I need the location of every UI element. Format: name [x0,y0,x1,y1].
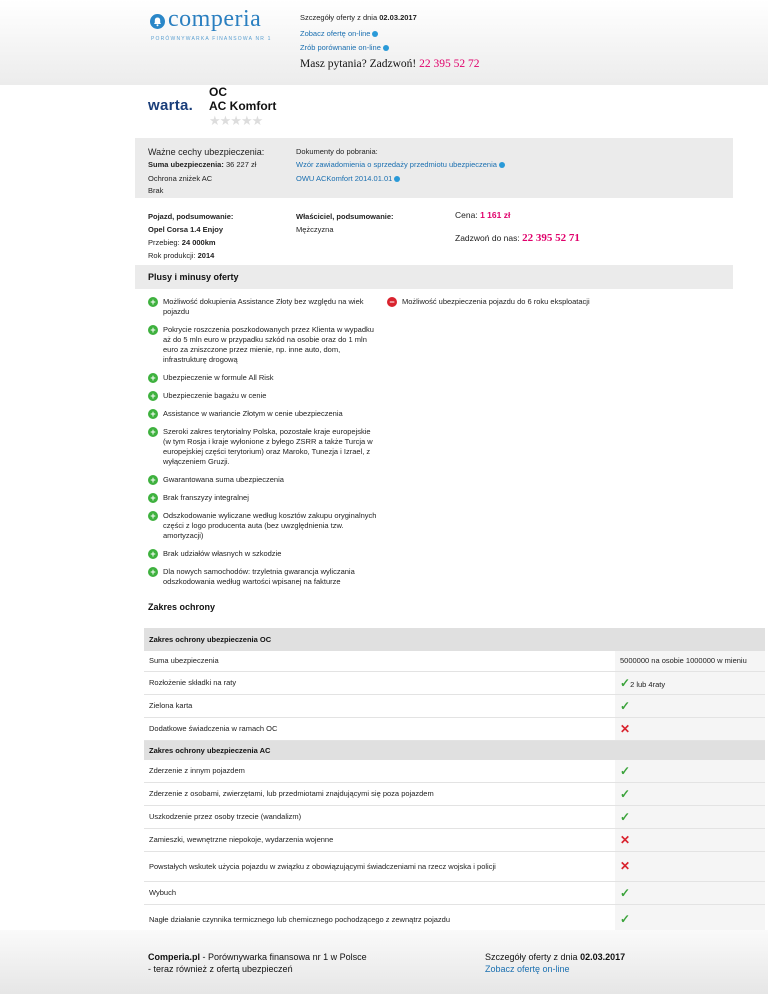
vehicle-mileage [148,238,216,247]
plus-icon: + [148,325,158,335]
year-value: 2014 [197,251,215,260]
call-phone[interactable]: 22 395 52 71 [522,232,580,244]
footer-date-value: 02.03.2017 [580,952,626,962]
sum-value: 36 227 zł [225,160,257,169]
cross-icon: ✕ [620,832,631,847]
pro-text: Gwarantowana suma ubezpieczenia [163,475,284,484]
table-row [144,828,765,851]
row-value-cell [615,851,765,881]
cross-icon: ✕ [620,721,631,736]
vehicle-title: Pojazd, podsumowanie: [148,212,234,221]
pro-item [148,373,378,383]
oc-header-row [144,628,765,651]
footer-line1: - Porównywarka finansowa nr 1 w Polsce [200,952,367,962]
plus-icon: + [148,409,158,419]
row-value: 2 lub 4raty [630,679,666,689]
row-value-cell [615,782,765,805]
check-icon: ✓ [620,786,631,801]
mileage-value: 24 000km [181,238,216,247]
check-icon: ✓ [620,885,631,900]
plus-icon: + [148,567,158,577]
pro-text: Możliwość dokupienia Assistance Złoty bez względu na wiek pojazdu [163,297,364,316]
product-name-line2: AC Komfort [209,99,277,113]
footer-see-offer[interactable]: Zobacz ofertę on-line [485,964,570,974]
table-row [144,881,765,904]
year-label: Rok produkcji: [148,251,196,260]
row-value: 5000000 na osobie 1000000 w mieniu [615,651,765,671]
table-row [144,805,765,828]
rating-stars: ★★★★★ [209,113,263,128]
ac-header: Zakres ochrony ubezpieczenia AC [144,740,765,760]
con-text: Możliwość ubezpieczenia pojazdu do 6 roku eksploatacji [402,297,590,306]
row-label: Zamieszki, wewnętrzne niepokoje, wydarzenia wojenne [144,828,615,851]
proscons-title: Plusy i minusy oferty [148,272,239,282]
table-row [144,717,765,740]
vehicle-year [148,251,214,260]
row-value-cell [615,805,765,828]
offer-date-label: Szczegóły oferty z dnia [300,13,378,22]
header-phone[interactable]: 22 395 52 72 [419,58,480,70]
table-row [144,851,765,881]
table-row [144,651,765,671]
table-row [144,671,765,694]
see-offer-link-text[interactable]: Zobacz ofertę on-line [300,29,371,38]
comperia-bell-icon [150,14,165,29]
row-label: Wybuch [144,881,615,904]
footer-brand[interactable]: Comperia.pl [148,952,201,962]
questions-line [300,58,479,70]
row-label: Powstałych wskutek użycia pojazdu w związku z obowiązującymi świadczeniami na rzecz wojska i policji [144,851,615,881]
pros-list [148,297,378,595]
insurer-name: warta. [148,97,194,114]
coverage-table-wrap [144,628,765,948]
table-row [144,782,765,805]
arrow-dot-icon [383,45,389,51]
sum-label: Suma ubezpieczenia: [148,160,224,169]
row-label: Zielona karta [144,694,615,717]
plus-icon: + [148,511,158,521]
plus-icon: + [148,475,158,485]
pro-text: Ubezpieczenie w formule All Risk [163,373,274,382]
row-value-cell [615,671,765,694]
arrow-dot-icon [394,176,400,182]
pro-text: Ubezpieczenie bagażu w cenie [163,391,267,400]
pro-text: Assistance w wariancie Złotym w cenie ubezpieczenia [163,409,343,418]
plus-icon: + [148,493,158,503]
features-line2: Ochrona zniżek AC [148,174,213,183]
questions-label: Masz pytania? Zadzwoń! [300,58,417,70]
check-icon: ✓ [620,809,631,824]
pro-item [148,567,378,587]
coverage-title: Zakres ochrony [148,602,216,612]
price-value: 1 161 zł [480,210,511,220]
row-value-cell [615,760,765,783]
plus-icon: + [148,391,158,401]
row-label: Suma ubezpieczenia [144,651,615,671]
plus-icon: + [148,427,158,437]
features-sum [148,160,256,169]
product-name-line1: OC [209,85,227,99]
table-row [144,760,765,783]
pro-text: Szeroki zakres terytorialny Polska, pozostałe kraje europejskie (w tym Rosja i kraje wyłonione z byłego ZSRR a także Turcja w europejskiej części terytorium) oraz Maroko, Tunezja i Izrael, z wyłączeniem Gruzji. [163,427,373,466]
docs-title: Dokumenty do pobrania: [296,147,378,156]
features-title: Ważne cechy ubezpieczenia: [148,147,265,157]
cross-icon: ✕ [620,859,631,873]
arrow-dot-icon [372,31,378,37]
pro-item [148,493,378,503]
offer-date-line [300,13,417,22]
doc1-text[interactable]: Wzór zawiadomienia o sprzedaży przedmiotu ubezpieczenia [296,160,497,169]
footer-line2: - teraz również z ofertą ubezpieczeń [148,964,293,974]
pro-text: Brak udziałów własnych w szkodzie [163,549,282,558]
pro-item [148,427,378,467]
footer-background [0,930,768,994]
row-label: Rozłożenie składki na raty [144,671,615,694]
con-item [387,297,687,307]
doc-link-2[interactable] [296,174,400,183]
cons-list [387,297,687,307]
see-offer-link[interactable] [300,29,378,38]
row-label: Zderzenie z innym pojazdem [144,760,615,783]
coverage-table [144,628,765,948]
table-row [144,694,765,717]
footer-date-label: Szczegóły oferty z dnia [485,952,578,962]
row-label: Dodatkowe świadczenia w ramach OC [144,717,615,740]
pro-item [148,475,378,485]
compare-link[interactable] [300,43,389,52]
oc-header: Zakres ochrony ubezpieczenia OC [144,628,765,651]
pro-text: Odszkodowanie wyliczane według kosztów zakupu oryginalnych części z logo producenta auta (bez uwzględnienia tzw. amortyzacji) [163,511,377,540]
pro-text: Brak franszyzy integralnej [163,493,249,502]
compare-link-text[interactable]: Zrób porównanie on-line [300,43,381,52]
vehicle-model: Opel Corsa 1.4 Enjoy [148,225,224,234]
check-icon: ✓ [620,763,631,778]
footer-date-line [485,952,625,962]
row-value-cell [615,881,765,904]
row-value-cell [615,828,765,851]
doc2-text[interactable]: OWU ACKomfort 2014.01.01 [296,174,393,183]
call-line [455,232,580,244]
ac-header-row [144,740,765,760]
plus-icon: + [148,549,158,559]
comperia-logo[interactable]: comperia [168,6,262,32]
plus-icon: + [148,297,158,307]
row-label: Zderzenie z osobami, zwierzętami, lub przedmiotami znajdującymi się poza pojazdem [144,782,615,805]
pro-item [148,409,378,419]
plus-icon: + [148,373,158,383]
price-label: Cena: [455,210,478,220]
price-line [455,210,510,220]
offer-date-value: 02.03.2017 [379,13,417,22]
call-label: Zadzwoń do nas: [455,233,520,243]
row-label: Nagłe działanie czynnika termicznego lub chemicznego pochodzącego z zewnątrz pojazdu [144,904,615,934]
check-icon: ✓ [620,698,631,713]
owner-title: Właściciel, podsumowanie: [296,212,394,221]
minus-icon: − [387,297,397,307]
features-line3: Brak [148,186,164,195]
doc-link-1[interactable] [296,160,505,169]
pro-item [148,325,378,365]
check-icon: ✓ [620,675,631,690]
row-label: Uszkodzenie przez osoby trzecie (wandalizm) [144,805,615,828]
insurer-logo [148,97,193,114]
owner-value: Mężczyzna [296,225,334,234]
mileage-label: Przebieg: [148,238,180,247]
pro-item [148,511,378,541]
footer-brand-line [148,952,367,962]
row-value-cell [615,694,765,717]
logo-tagline: PORÓWNYWARKA FINANSOWA NR 1 [151,36,272,42]
check-icon: ✓ [620,912,631,926]
pro-item [148,391,378,401]
row-value-cell [615,717,765,740]
pro-text: Dla nowych samochodów: trzyletnia gwarancja wyliczania odszkodowania według wartości wpisanej na fakturze [163,567,355,586]
arrow-dot-icon [499,162,505,168]
pro-text: Pokrycie roszczenia poszkodowanych przez Klienta w wypadku aż do 5 mln euro w przypadku szkód na osobie oraz do 1 mln euro za zniszczone przez mienie, np. inne auto, dom, infrastrukturę drogową [163,325,374,364]
pro-item [148,297,378,317]
pro-item [148,549,378,559]
